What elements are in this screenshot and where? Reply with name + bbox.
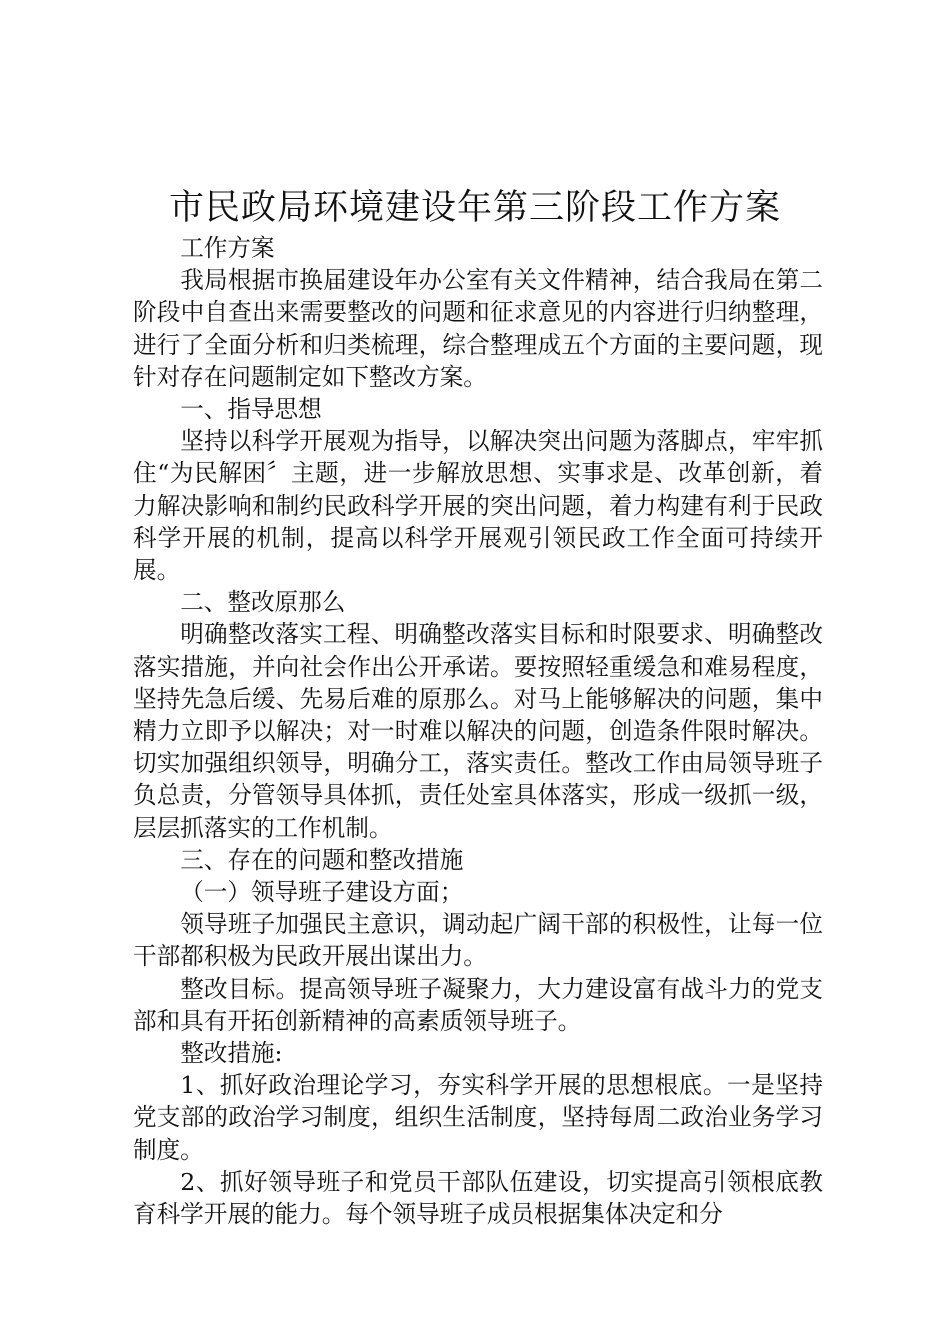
paragraph-rectification-goal: 整改目标。提高领导班子凝聚力，大力建设富有战斗力的党支部和具有开拓创新精神的高素质领导班子。 (133, 974, 823, 1035)
paragraph-leadership: 领导班子加强民主意识，调动起广阔干部的积极性，让每一位干部都积极为民政开展出谋出力。 (133, 910, 823, 971)
paragraph-measure-2: 2、抓好领导班子和党员干部队伍建设，切实提高引领根底教育科学开展的能力。每个领导班子成员根据集体决定和分 (133, 1167, 823, 1229)
paragraph-subtitle: 工作方案 (180, 234, 275, 262)
paragraph-measures-label: 整改措施: (180, 1039, 283, 1068)
document-body (133, 232, 823, 1230)
heading-guiding-thought: 一、指导思想 (180, 395, 322, 424)
paragraph-guiding-thought: 坚持以科学开展观为指导，以解决突出问题为落脚点，牢牢抓住“为民解困〞主题，进一步解放思想、实事求是、改革创新，着力解决影响和制约民政科学开展的突出问题，着力构建有利于民政科学开展的机制，提高以科学开展观引领民政工作全面可持续开展。 (133, 427, 823, 585)
paragraph-principles: 明确整改落实工程、明确整改落实目标和时限要求、明确整改落实措施，并向社会作出公开承诺。要按照轻重缓急和难易程度，坚持先急后缓、先易后难的原那么。对马上能够解决的问题，集中精力立即予以解决；对一时难以解决的问题，创造条件限时解决。切实加强组织领导，明确分工，落实责任。整改工作由局领导班子负总责，分管领导具体抓，责任处室具体落实，形成一级抓一级，层层抓落实的工作机制。 (133, 620, 823, 842)
heading-problems-measures: 三、存在的问题和整改措施 (180, 845, 464, 874)
heading-principles: 二、整改原那么 (180, 588, 346, 617)
paragraph-intro: 我局根据市换届建设年办公室有关文件精神，结合我局在第二阶段中自查出来需要整改的问题和征求意见的内容进行归纳整理，进行了全面分析和归类梳理，综合整理成五个方面的主要问题，现针对存在问题制定如下整改方案。 (133, 266, 823, 391)
subheading-leadership: （一）领导班子建设方面； (180, 878, 464, 907)
document-title: 市民政局环境建设年第三阶段工作方案 (168, 188, 781, 228)
paragraph-measure-1: 1、抓好政治理论学习，夯实科学开展的思想根底。一是坚持党支部的政治学习制度，组织生活制度，坚持每周二政治业务学习制度。 (133, 1071, 823, 1164)
